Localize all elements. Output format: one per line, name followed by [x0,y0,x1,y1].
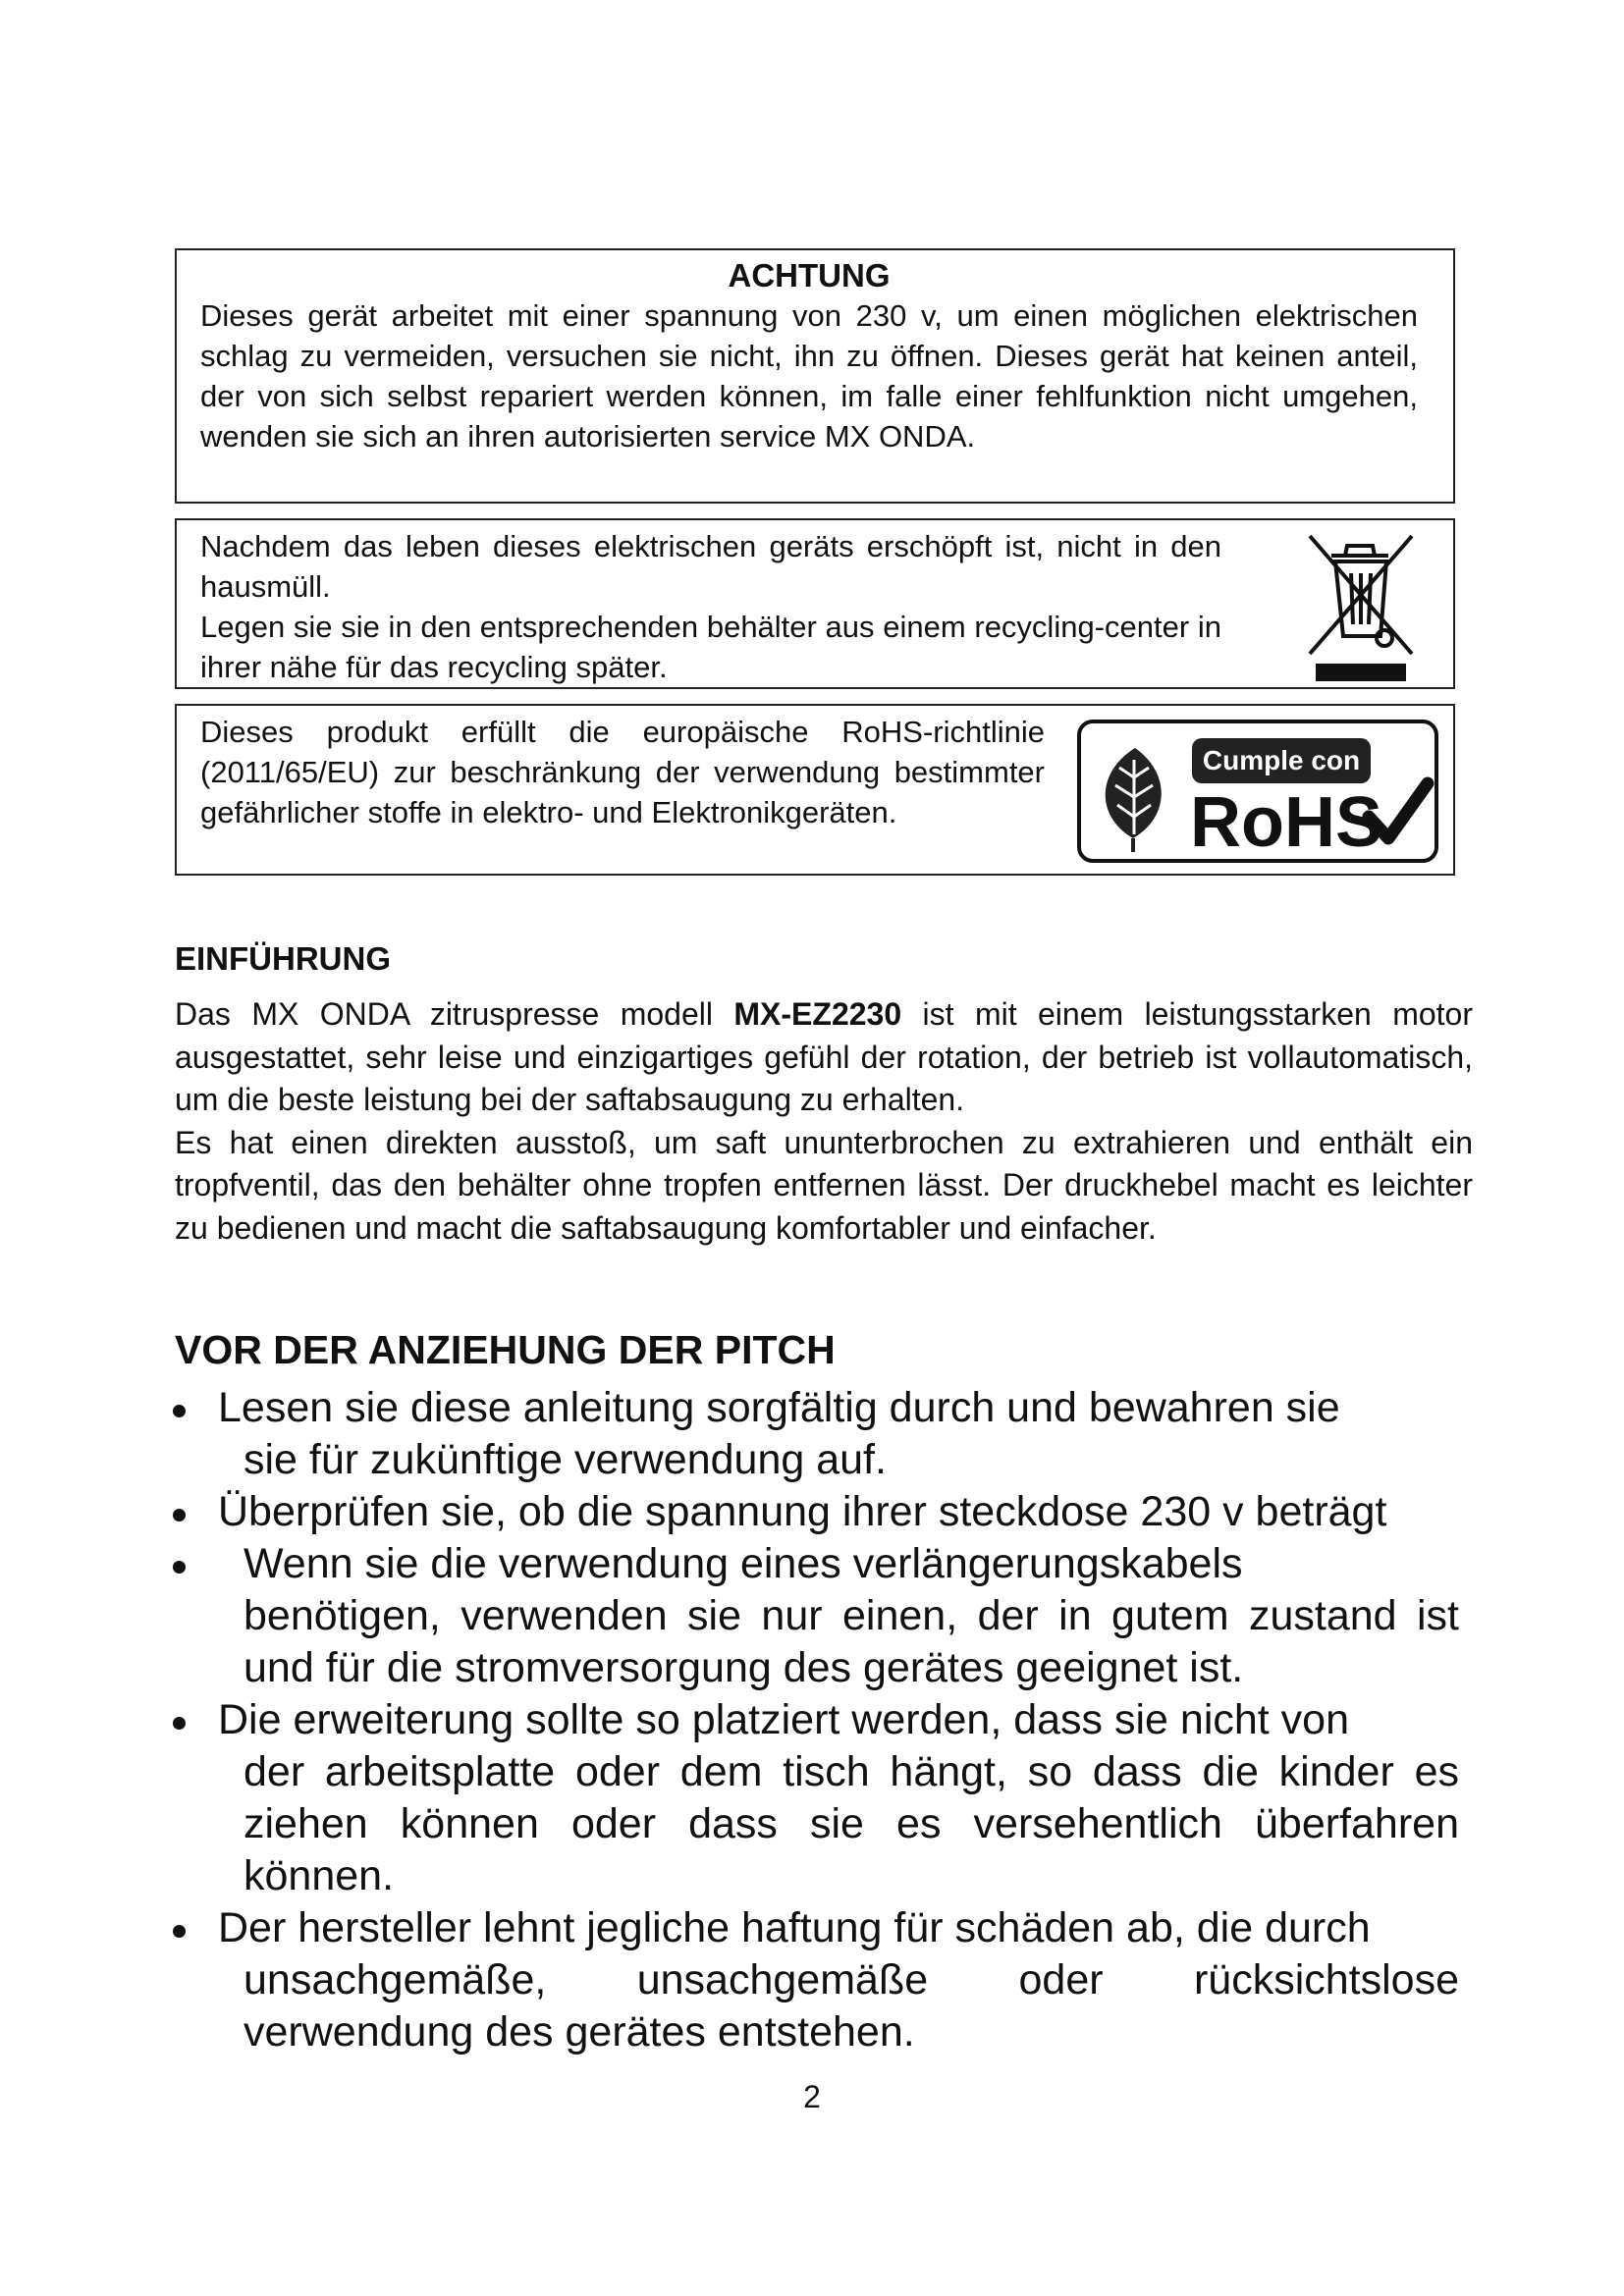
precautions-list [167,1382,1459,2058]
bullet-icon [173,1925,186,1938]
warning-text: Dieses gerät arbeitet mit einer spannung von 230 v, um einen möglichen elektrischen schlag zu vermeiden, versuchen sie nicht, ihn zu öffnen. Dieses gerät hat keinen anteil, der von sich selbst repariert werden können, im falle einer fehlfunktion nicht umgehen, wenden sie sich an ihren autorisierten service MX ONDA. [200,298,1418,454]
warning-box [175,248,1455,504]
rohs-box [175,704,1455,876]
bullet-icon [173,1509,186,1522]
list-item: Die erweiterung sollte so platziert werden, dass sie nicht von der arbeitsplatte oder dem tisch hängt, so dass die kinder es ziehen können oder dass sie es versehentlich überfahren können. [167,1694,1459,1902]
recycling-text-1: Nachdem das leben dieses elektrischen geräts erschöpft ist, nicht in den hausmüll. [200,529,1221,604]
intro-heading: EINFÜHRUNG [175,940,391,977]
intro-p1-end: ist mit einem leistungsstarken motor ausgestattet, sehr leise und einzigartiges gefühl der rotation, der betrieb ist vollautomatisch, um die beste leistung bei der saftabsaugung zu erhalten. [175,996,1473,1117]
list-item: Wenn sie die verwendung eines verlängerungskabels benötigen, verwenden sie nur einen, der in gutem zustand ist und für die stromversorgung des gerätes geeignet ist. [167,1538,1459,1694]
intro-p1-start: Das MX ONDA zitruspresse modell [175,996,734,1032]
bullet-icon [173,1405,186,1417]
rohs-text: Dieses produkt erfüllt die europäische RoHS-richtlinie (2011/65/EU) zur beschränkung der verwendung bestimmter gefährlicher stoffe in elektro- und Elektronikgeräten. [200,715,1045,829]
recycling-box [175,518,1455,689]
bullet-icon [173,1717,186,1730]
crossed-out-wheelie-bin-icon [1302,526,1420,683]
rohs-word: RoHS [1190,783,1382,862]
list-item: Der hersteller lehnt jegliche haftung für schäden ab, die durch unsachgemäße, unsachgemäße oder rücksichtslose verwendung des gerätes entstehen. [167,1902,1459,2058]
section-heading: VOR DER ANZIEHUNG DER PITCH [175,1327,836,1372]
rohs-compliance-logo [1076,719,1439,864]
rohs-badge-text: Cumple con [1202,745,1361,775]
list-item: Überprüfen sie, ob die spannung ihrer steckdose 230 v beträgt [167,1486,1459,1538]
intro-p2: Es hat einen direkten ausstoß, um saft ununterbrochen zu extrahieren und enthält ein tropfventil, das den behälter ohne tropfen entfernen lässt. Der druckhebel macht es leichter zu bedienen und macht die saftabsaugung komfortabler und einfacher. [175,1124,1473,1246]
model-number: MX-EZ2230 [733,996,902,1032]
recycling-text-2: Legen sie sie in den entsprechenden behälter aus einem recycling-center in ihrer nähe für das recycling später. [200,610,1221,684]
page-number: 2 [803,2079,821,2114]
bullet-icon [173,1561,186,1574]
list-item: Lesen sie diese anleitung sorgfältig durch und bewahren sie sie für zukünftige verwendung auf. [167,1382,1459,1486]
warning-title: ACHTUNG [728,257,891,294]
intro-text [175,993,1473,1250]
